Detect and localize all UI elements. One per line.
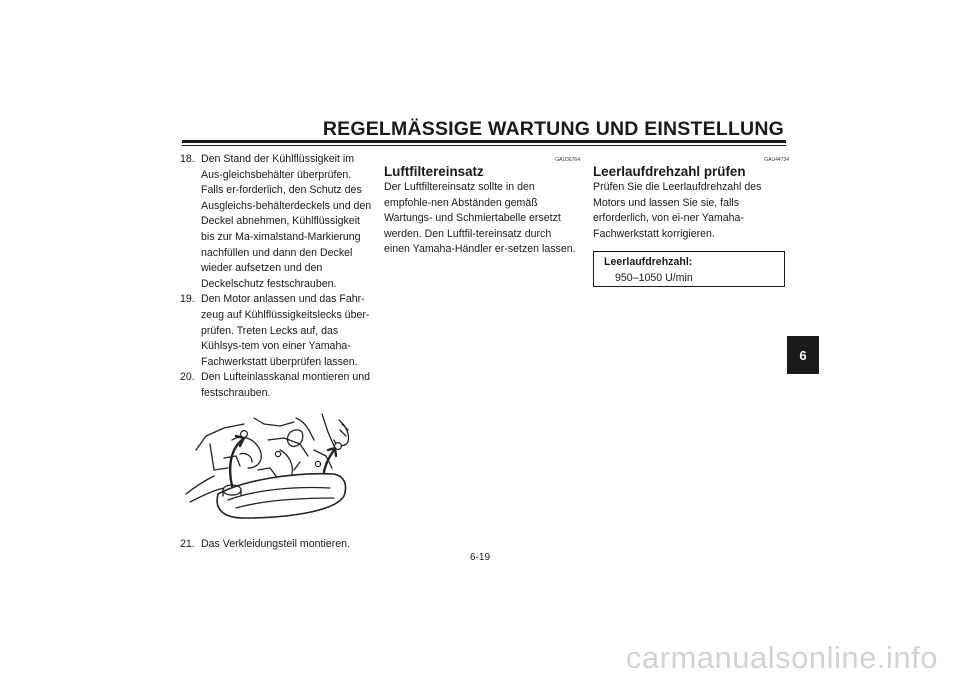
spec-label: Leerlaufdrehzahl: [604,256,693,269]
step-text: Den Stand der Kühlflüssigkeit im Aus-gleichsbehälter überprüfen. Falls er-forderlich, den Schutz des Ausgleichs-behälterdeckels und den Deckel abnehmen, Kühlflüssigkeit bis zur Ma-ximalstand-Markierung nachfüllen und dann den Deckel wieder aufsetzen und den Deckelschutz festschrauben. [201,153,372,290]
spec-box [593,251,785,287]
column-left [180,152,376,553]
step-number: 20. [180,371,195,384]
header-rule [182,140,786,143]
step-20 [180,370,376,401]
step-number: 21. [180,538,195,551]
column-right [593,152,789,287]
section-title-idle-speed: Leerlaufdrehzahl prüfen [593,164,746,179]
page-number: 6-19 [469,552,490,563]
page-title: REGELMÄSSIGE WARTUNG UND EINSTELLUNG [322,118,784,140]
watermark: carmanualsonline.info [625,640,938,675]
section-title-air-filter: Luftfiltereinsatz [384,164,484,179]
step-19 [180,292,376,370]
step-text: Das Verkleidungsteil montieren. [201,538,350,551]
reference-code: GAU36764 [555,157,580,163]
step-text: Den Lufteinlasskanal montieren und festschrauben. [201,371,371,399]
step-number: 19. [180,293,195,306]
chapter-tab: 6 [787,336,819,374]
spec-value: 950–1050 U/min [615,271,693,284]
reference-code: GAU44734 [764,157,789,163]
header-rule-thin [182,145,786,146]
step-18 [180,152,376,292]
step-number: 18. [180,153,195,165]
section-body: Prüfen Sie die Leerlaufdrehzahl des Motors und lassen Sie sie, falls erforderlich, von ei-ner Yamaha-Fachwerkstatt korrigieren. [593,181,762,240]
column-middle [384,152,580,258]
step-21 [180,537,376,553]
section-body: Der Luftfiltereinsatz sollte in den empfohle-nen Abständen gemäß Wartungs- und Schmiertabelle ersetzt werden. Den Luftfil-tereinsatz durch einen Yamaha-Händler er-setzen lassen. [384,181,576,256]
step-text: Den Motor anlassen und das Fahr-zeug auf Kühlflüssigkeitslecks über-prüfen. Treten Lecks auf, das Kühlsys-tem von einer Yamaha-Fachwerkstatt überprüfen lassen. [201,293,370,368]
coolant-reservoir-illustration [184,410,354,528]
